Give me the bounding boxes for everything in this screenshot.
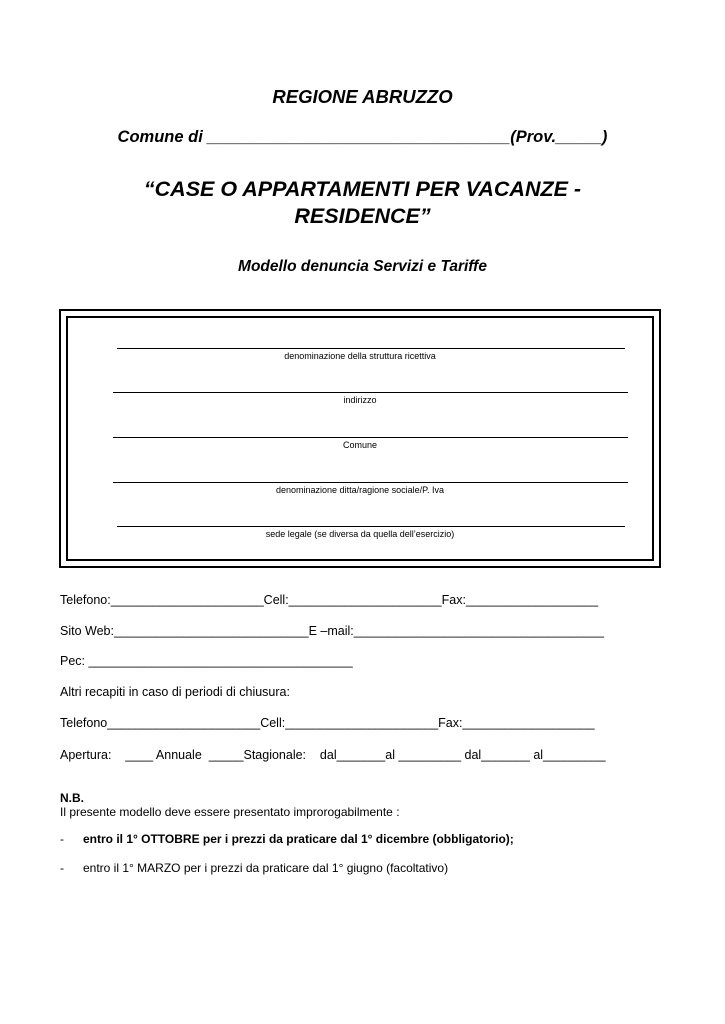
company-caption: denominazione ditta/ragione sociale/P. Iva <box>276 485 444 495</box>
closure-contacts-label: Altri recapiti in caso di periodi di chiusura: <box>60 685 290 699</box>
structure-name-line[interactable] <box>117 348 625 349</box>
opening-period-fields[interactable]: Apertura: ____ Annuale _____Stagionale: dal_______al _________ dal_______ al_________ <box>60 748 606 762</box>
address-caption: indirizzo <box>343 395 377 405</box>
region-title: REGIONE ABRUZZO <box>272 86 453 107</box>
comune-field: Comune di _________________________________(Prov._____) <box>117 128 608 146</box>
note-item-october: entro il 1° OTTOBRE per i prezzi da praticare dal 1° dicembre (obbligatorio); <box>83 832 514 846</box>
address-line[interactable] <box>113 392 628 393</box>
company-line[interactable] <box>113 482 628 483</box>
structure-name-caption: denominazione della struttura ricettiva <box>284 351 436 361</box>
phone-cell-fax-fields[interactable]: Telefono:______________________Cell:______________________Fax:___________________ <box>60 593 599 607</box>
closure-phone-cell-fax-fields[interactable]: Telefono______________________Cell:______________________Fax:___________________ <box>60 716 595 730</box>
note-dash: - <box>60 861 64 875</box>
form-title-line-1: “CASE O APPARTAMENTI PER VACANZE - <box>143 177 582 201</box>
comune-caption: Comune <box>342 440 378 450</box>
form-subtitle: Modello denuncia Servizi e Tariffe <box>238 258 487 275</box>
website-email-fields[interactable]: Sito Web:____________________________E –mail:____________________________________ <box>60 624 605 638</box>
legal-seat-caption: sede legale (se diversa da quella dell’esercizio) <box>265 529 455 539</box>
legal-seat-line[interactable] <box>117 526 625 527</box>
form-title <box>0 176 725 230</box>
form-title-line-2: RESIDENCE” <box>294 204 431 228</box>
note-dash: - <box>60 832 64 846</box>
notes-intro: Il presente modello deve essere presentato improrogabilmente : <box>60 805 400 819</box>
comune-line[interactable] <box>113 437 628 438</box>
pec-field[interactable]: Pec: ______________________________________ <box>60 654 353 668</box>
notes-title: N.B. <box>60 791 84 805</box>
note-item-march: entro il 1° MARZO per i prezzi da praticare dal 1° giugno (facoltativo) <box>83 861 449 875</box>
